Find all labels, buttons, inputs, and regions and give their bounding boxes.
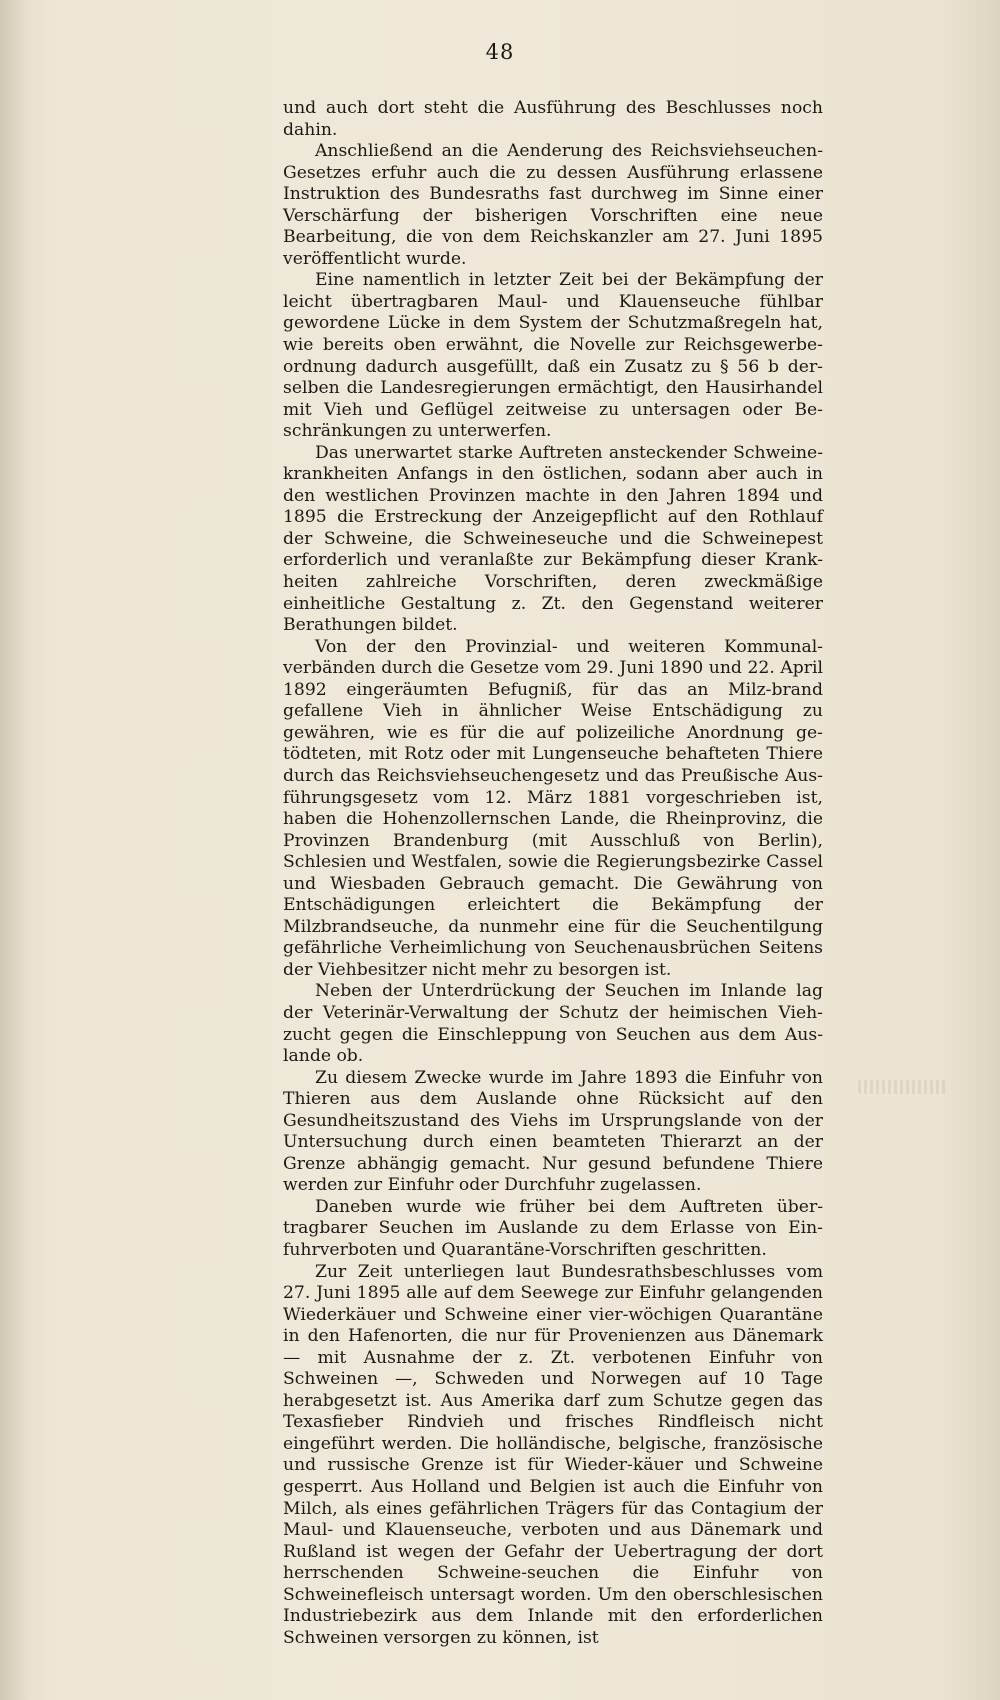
page-number: 48 [485,40,515,64]
paragraph-2: Anschließend an die Aenderung des Reichsviehseuchen-Gesetzes erfuhr auch die zu dessen Ausführung erlassene Instruktion des Bundesraths fast durchweg im Sinne einer Verschärfung der bisherigen Vorschriften eine neue Bearbeitung, die von dem Reichskanzler am 27. Juni 1895 veröffentlicht wurde. [283,141,823,269]
paragraph-4: Das unerwartet starke Auftreten ansteckender Schweine-krankheiten Anfangs in den östlichen, sodann aber auch in den westlichen Provinzen machte in den Jahren 1894 und 1895 die Erstreckung der Anzeigepflicht auf den Rothlauf der Schweine, die Schweineseuche und die Schweinepest erforderlich und veranlaßte zur Bekämpfung dieser Krank-heiten zahlreiche Vorschriften, deren zweckmäßige einheitliche Gestaltung z. Zt. den Gegenstand weiterer Berathungen bildet. [283,442,823,636]
paragraph-9: Zur Zeit unterliegen laut Bundesrathsbeschlusses vom 27. Juni 1895 alle auf dem Seewege zur Einfuhr gelangenden Wiederkäuer und Schweine einer vier-wöchigen Quarantäne in den Hafenorten, die nur für Provenienzen aus Dänemark — mit Ausnahme der z. Zt. verbotenen Einfuhr von Schweinen —, Schweden und Norwegen auf 10 Tage herabgesetzt ist. Aus Amerika darf zum Schutze gegen das Texasfieber Rindvieh und frisches Rindfleisch nicht eingeführt werden. Die holländische, belgische, französische und russische Grenze ist für Wieder-käuer und Schweine gesperrt. Aus Holland und Belgien ist auch die Einfuhr von Milch, als eines gefährlichen Trägers für das Contagium der Maul- und Klauenseuche, verboten und aus Dänemark und Rußland ist wegen der Gefahr der Uebertragung der dort herrschenden Schweine-seuchen die Einfuhr von Schweinefleisch untersagt worden. Um den oberschlesischen Industriebezirk aus dem Inlande mit den erforderlichen Schweinen versorgen zu können, ist [283,1261,823,1648]
paragraph-7: Zu diesem Zwecke wurde im Jahre 1893 die Einfuhr von Thieren aus dem Auslande ohne Rücksicht auf den Gesundheitszustand des Viehs im Ursprungslande von der Untersuchung durch einen beamteten Thierarzt an der Grenze abhängig gemacht. Nur gesund befundene Thiere werden zur Einfuhr oder Durchfuhr zugelassen. [283,1067,823,1196]
paragraph-5: Von der den Provinzial- und weiteren Kommunal-verbänden durch die Gesetze vom 29. Juni 1890 und 22. April 1892 eingeräumten Befugniß, für das an Milz-brand gefallene Vieh in ähnlicher Weise Entschädigung zu gewähren, wie es für die auf polizeiliche Anordnung ge-tödteten, mit Rotz oder mit Lungenseuche behafteten Thiere durch das Reichsviehseuchengesetz und das Preußische Aus-führungsgesetz vom 12. März 1881 vorgeschrieben ist, haben die Hohenzollernschen Lande, die Rheinprovinz, die Provinzen Brandenburg (mit Ausschluß von Berlin), Schlesien und Westfalen, sowie die Regierungsbezirke Cassel und Wiesbaden Gebrauch gemacht. Die Gewährung von Entschädigungen erleichtert die Bekämpfung der Milzbrandseuche, da nunmehr eine für die Seuchentilgung gefährliche Verheimlichung von Seuchenausbrüchen Seitens der Viehbesitzer nicht mehr zu besorgen ist. [283,636,823,980]
paragraph-6: Neben der Unterdrückung der Seuchen im Inlande lag der Veterinär-Verwaltung der Schutz der heimischen Vieh-zucht gegen die Einschleppung von Seuchen aus dem Aus-lande ob. [283,981,823,1067]
faint-stamp-mark [858,1080,948,1094]
gutter-shadow [0,0,28,1700]
text-column [283,98,823,1649]
paragraph-1: und auch dort steht die Ausführung des Beschlusses noch dahin. [283,98,823,140]
paragraph-8: Daneben wurde wie früher bei dem Auftreten über-tragbarer Seuchen im Auslande zu dem Erlasse von Ein-fuhrverboten und Quarantäne-Vorschriften geschritten. [283,1196,823,1260]
paragraph-3: Eine namentlich in letzter Zeit bei der Bekämpfung der leicht übertragbaren Maul- und Klauenseuche fühlbar gewordene Lücke in dem System der Schutzmaßregeln hat, wie bereits oben erwähnt, die Novelle zur Reichsgewerbe-ordnung dadurch ausgefüllt, daß ein Zusatz zu § 56 b der-selben die Landesregierungen ermächtigt, den Hausirhandel mit Vieh und Geflügel zeitweise zu untersagen oder Be-schränkungen zu unterwerfen. [283,270,823,442]
